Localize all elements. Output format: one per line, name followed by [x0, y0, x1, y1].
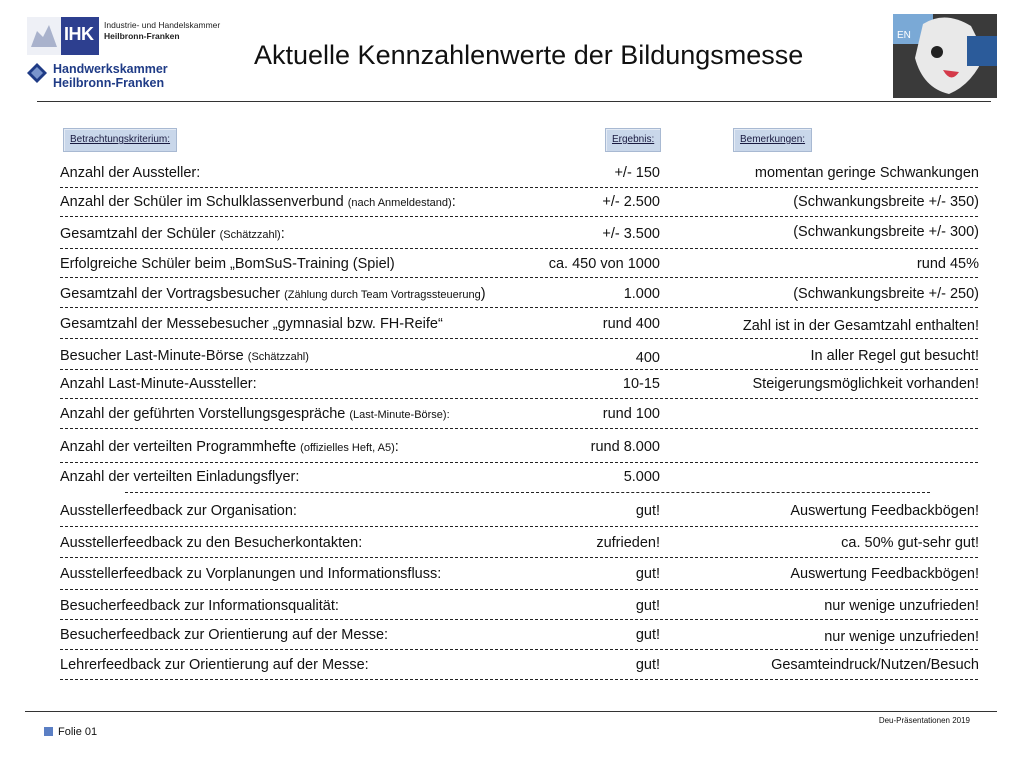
page-title: Aktuelle Kennzahlenwerte der Bildungsmesse: [254, 40, 804, 70]
row-divider: [60, 248, 978, 249]
row-label: Besucher Last-Minute-Börse (Schätzzahl): [60, 348, 309, 364]
footer-divider: [25, 711, 997, 712]
row-remark: nur wenige unzufrieden!: [824, 629, 979, 645]
row-result: gut!: [635, 598, 660, 614]
row-note: (Schätzzahl): [247, 351, 309, 363]
hwk-logo-icon: [27, 63, 47, 83]
row-remark: (Schwankungsbreite +/- 350): [793, 194, 979, 210]
row-result: +/- 3.500: [602, 226, 660, 242]
row-result: rund 8.000: [590, 439, 660, 455]
column-header-remarks: Bemerkungen:: [733, 128, 812, 152]
row-note: (Zählung durch Team Vortragssteuerung: [284, 289, 481, 301]
row-result: rund 400: [602, 316, 660, 332]
slide-number: Folie 01: [58, 726, 98, 738]
column-header-result: Ergebnis:: [605, 128, 661, 152]
row-note: (offizielles Heft, A5): [300, 442, 395, 454]
row-divider: [60, 369, 978, 370]
ihk-emblem-icon: [27, 17, 61, 55]
row-label: Besucherfeedback zur Informationsqualität:: [60, 598, 339, 614]
svg-text:EN: EN: [897, 30, 911, 41]
row-divider: [60, 589, 978, 590]
row-divider: [60, 557, 978, 558]
footer-source: Deu-Präsentationen 2019: [878, 716, 970, 725]
row-divider: [60, 679, 978, 680]
row-divider: [60, 277, 978, 278]
row-remark: Zahl ist in der Gesamtzahl enthalten!: [742, 318, 979, 334]
row-label: Anzahl Last-Minute-Aussteller:: [60, 376, 257, 392]
row-divider: [60, 462, 978, 463]
row-label: Anzahl der verteilten Einladungsflyer:: [60, 469, 300, 485]
row-result: 10-15: [622, 376, 660, 392]
row-divider: [60, 619, 978, 620]
einstein-image: [893, 14, 997, 98]
row-divider: [125, 492, 930, 493]
row-label: Ausstellerfeedback zu Vorplanungen und Informationsfluss:: [60, 566, 442, 582]
row-label: Lehrerfeedback zur Orientierung auf der Messe:: [60, 657, 369, 673]
column-header-criterion: Betrachtungskriterium:: [63, 128, 177, 152]
row-divider: [60, 649, 978, 650]
header-divider: [37, 101, 991, 102]
row-divider: [60, 338, 978, 339]
row-result: 5.000: [623, 469, 660, 485]
ihk-subtitle: Industrie- und Handelskammer Heilbronn-Franken: [104, 20, 221, 41]
row-label: Anzahl der geführten Vorstellungsgespräche (Last-Minute-Börse):: [60, 406, 450, 422]
row-remark: momentan geringe Schwankungen: [754, 165, 979, 181]
row-divider: [60, 428, 978, 429]
row-label: Gesamtzahl der Schüler (Schätzzahl):: [60, 226, 285, 242]
hwk-logo-text: Handwerkskammer Heilbronn-Franken: [53, 62, 168, 90]
row-remark: Gesamteindruck/Nutzen/Besuch: [771, 657, 979, 673]
row-result: ca. 450 von 1000: [548, 256, 660, 272]
row-result: gut!: [635, 566, 660, 582]
ihk-logo-text: IHK: [64, 24, 94, 44]
row-result: zufrieden!: [596, 535, 660, 551]
row-divider: [60, 307, 978, 308]
footer-square-icon: [44, 727, 53, 736]
row-remark: Auswertung Feedbackbögen!: [790, 566, 979, 582]
row-remark: rund 45%: [916, 256, 979, 272]
row-result: rund 100: [602, 406, 660, 422]
row-result: gut!: [635, 627, 660, 643]
row-label: Besucherfeedback zur Orientierung auf der Messe:: [60, 627, 389, 643]
row-label: Anzahl der verteilten Programmhefte (offizielles Heft, A5):: [60, 439, 399, 455]
row-result: 1.000: [623, 286, 660, 302]
row-label: Anzahl der Aussteller:: [60, 165, 201, 181]
ihk-logo: [27, 17, 99, 55]
row-divider: [60, 216, 978, 217]
row-divider: [60, 398, 978, 399]
row-remark: Auswertung Feedbackbögen!: [790, 503, 979, 519]
row-result: +/- 150: [614, 165, 660, 181]
row-label: Erfolgreiche Schüler beim „BomSuS-Training (Spiel): [60, 256, 395, 272]
row-remark: nur wenige unzufrieden!: [824, 598, 979, 614]
row-remark: In aller Regel gut besucht!: [810, 348, 979, 364]
row-label: Ausstellerfeedback zur Organisation:: [60, 503, 297, 519]
row-remark: ca. 50% gut-sehr gut!: [841, 535, 979, 551]
row-note: (Schätzzahl): [219, 229, 281, 241]
row-divider: [60, 526, 978, 527]
row-result: gut!: [635, 503, 660, 519]
row-label: Anzahl der Schüler im Schulklassenverbund (nach Anmeldestand):: [60, 194, 456, 210]
row-label: Gesamtzahl der Messebesucher „gymnasial bzw. FH-Reife“: [60, 316, 443, 332]
row-divider: [60, 187, 978, 188]
row-remark: (Schwankungsbreite +/- 300): [793, 224, 979, 240]
row-label: Ausstellerfeedback zu den Besucherkontakten:: [60, 535, 363, 551]
row-remark: (Schwankungsbreite +/- 250): [793, 286, 979, 302]
row-result: 400: [635, 350, 660, 366]
row-note: (nach Anmeldestand): [347, 197, 452, 209]
row-result: +/- 2.500: [602, 194, 660, 210]
row-note: (Last-Minute-Börse):: [349, 409, 450, 421]
row-label: Gesamtzahl der Vortragsbesucher (Zählung durch Team Vortragssteuerung): [60, 286, 486, 302]
row-result: gut!: [635, 657, 660, 673]
row-remark: Steigerungsmöglichkeit vorhanden!: [752, 376, 979, 392]
